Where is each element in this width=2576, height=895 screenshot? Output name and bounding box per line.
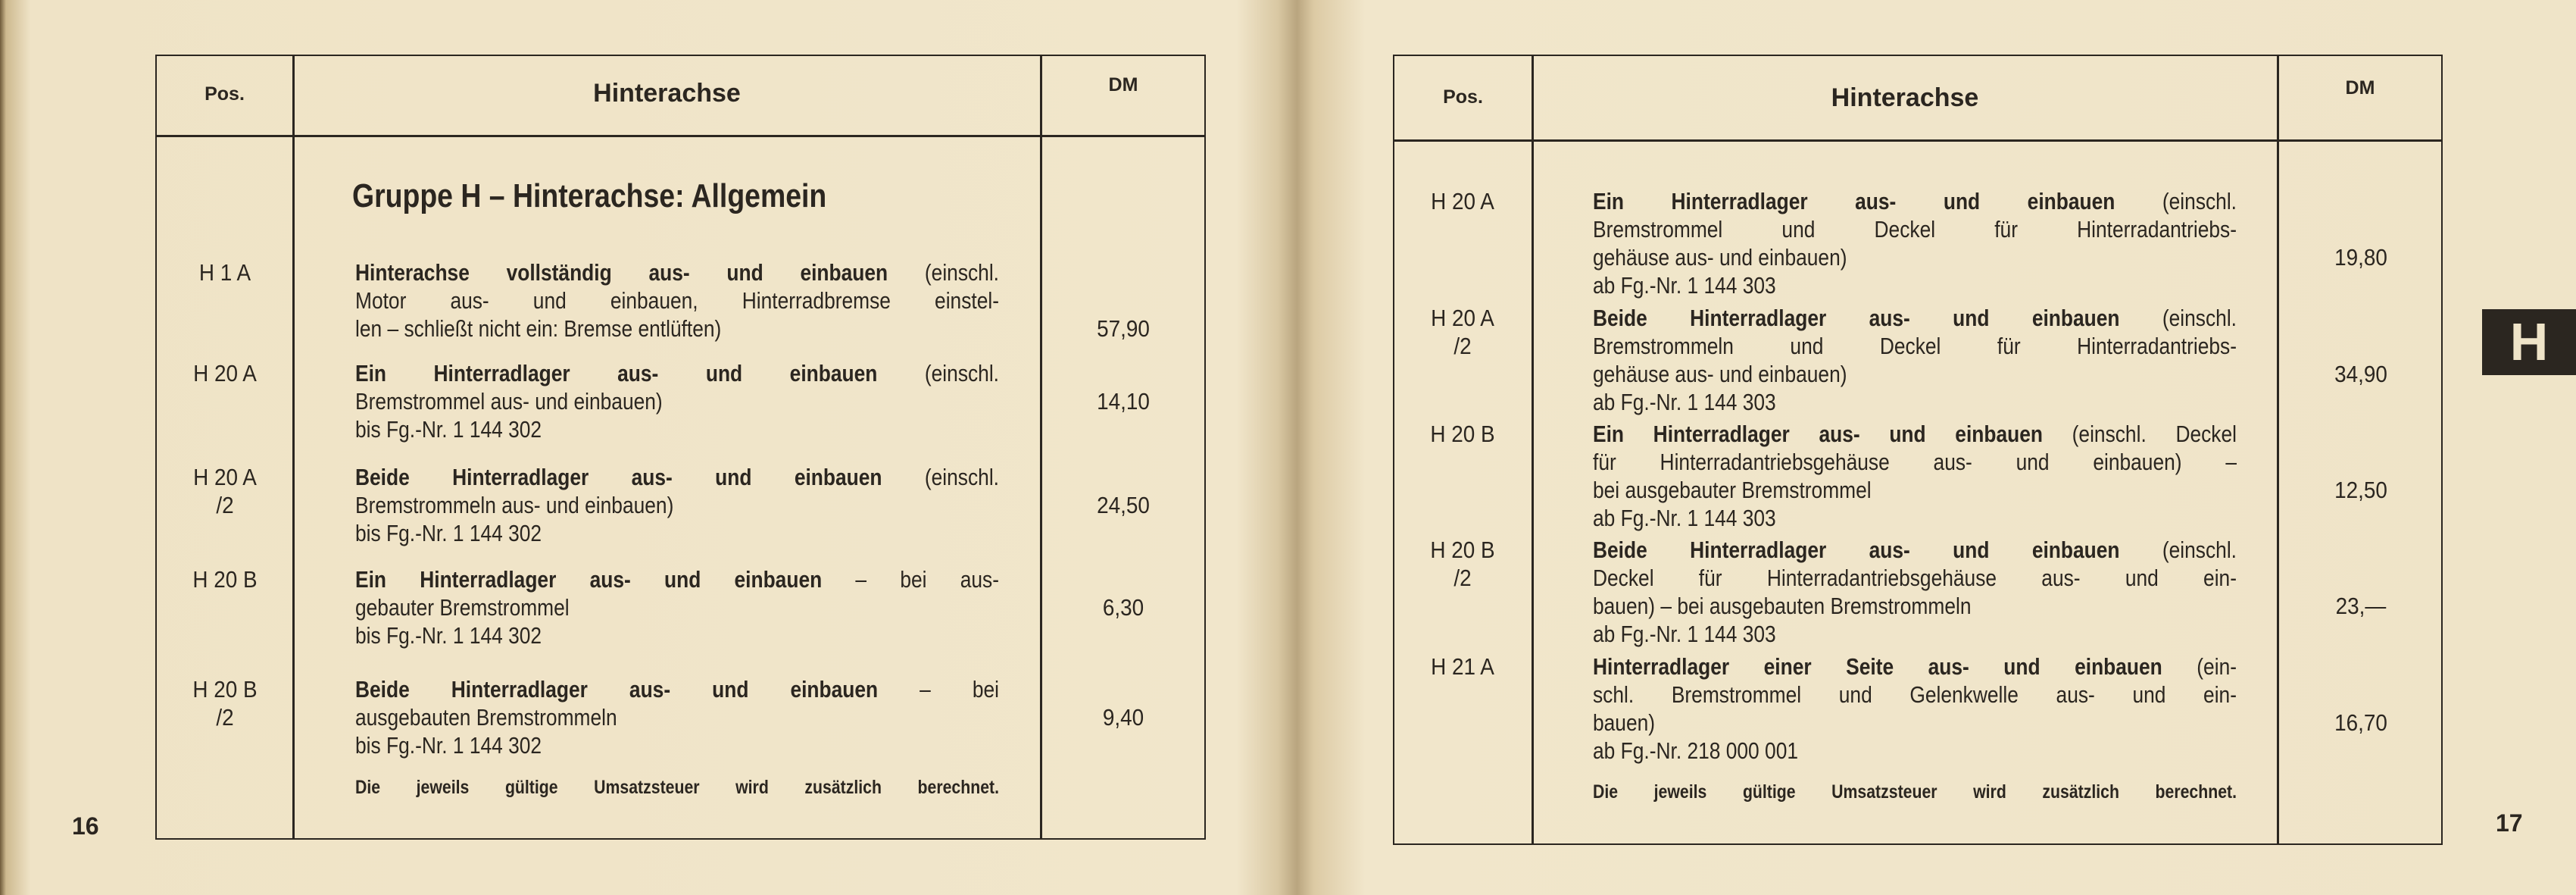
header-divider [1394, 139, 2441, 142]
page-number: 16 [72, 812, 99, 840]
position-code-line: /2 [1453, 565, 1472, 591]
description-text: bis Fg.-Nr. 1 144 302 [355, 416, 542, 443]
description-text: ab Fg.-Nr. 1 144 303 [1593, 505, 1776, 531]
price-dm: 9,40 [1102, 704, 1144, 731]
header-dm: DM [1108, 74, 1138, 95]
price-dm: 23,— [2335, 593, 2387, 619]
vat-note: Die jeweils gültige Umsatzsteuer wird zusätzlich berechnet. [355, 777, 999, 798]
description-text: ab Fg.-Nr. 218 000 001 [1593, 737, 1799, 764]
position-code [1401, 187, 1524, 215]
dot-leader [625, 703, 999, 731]
operation-title: Ein Hinterradlager aus- und einbauen [1593, 188, 2115, 214]
description-line [1593, 420, 2237, 448]
description [355, 675, 999, 759]
description-text: (einschl. [2119, 305, 2237, 331]
description-text: Bremstrommeln und Deckel für Hinterradantriebs- [1593, 333, 2237, 359]
description-line [1593, 271, 2237, 299]
column-divider [292, 56, 295, 838]
description [1593, 536, 2237, 648]
description-text: für Hinterradantriebsgehäuse aus- und einbauen) – [1593, 449, 2237, 475]
position-code [164, 675, 286, 731]
description-text: – bei aus- [822, 566, 999, 593]
description-line [355, 463, 999, 491]
description-text: bis Fg.-Nr. 1 144 302 [355, 732, 542, 759]
description [355, 359, 999, 443]
description [355, 463, 999, 547]
description-line [1593, 564, 2237, 592]
description-text: Bremstrommel und Deckel für Hinterradantriebs- [1593, 216, 2237, 243]
description-line [1593, 536, 2237, 564]
position-code [164, 463, 286, 519]
price-dm: 14,10 [1097, 388, 1150, 415]
dot-leader [1979, 592, 2237, 620]
dot-leader [682, 491, 999, 519]
position-code-line: /2 [1453, 333, 1472, 359]
position-code-line: /2 [216, 704, 234, 731]
operation-title: Hinterradlager einer Seite aus- und einbauen [1593, 653, 2162, 680]
price-dm: 12,50 [2334, 477, 2387, 503]
description [355, 565, 999, 649]
position-code-line: H 1 A [198, 259, 251, 286]
description-line [1593, 243, 2237, 271]
description-line [355, 519, 999, 547]
description-line [1593, 187, 2237, 215]
description-text: bauen) [1593, 709, 1656, 736]
price-dm: 24,50 [1097, 492, 1150, 518]
description-text: ab Fg.-Nr. 1 144 303 [1593, 272, 1776, 299]
description-text: ausgebauten Bremstrommeln [355, 704, 617, 731]
description-text: ab Fg.-Nr. 1 144 303 [1593, 389, 1776, 415]
description-text: (einschl. Deckel [2042, 421, 2237, 447]
description-line [355, 387, 999, 415]
description-text: Bremstrommel aus- und einbauen) [355, 388, 663, 415]
position-code-line: /2 [216, 492, 234, 518]
description [1593, 187, 2237, 299]
description-line [1593, 332, 2237, 360]
description-text: bis Fg.-Nr. 1 144 302 [355, 622, 542, 649]
operation-title: Ein Hinterradlager aus- und einbauen [355, 360, 878, 386]
operation-title: Ein Hinterradlager aus- und einbauen [355, 566, 823, 593]
description-line [1593, 592, 2237, 620]
description-line [355, 703, 999, 731]
description-line [1593, 360, 2237, 388]
operation-title: Beide Hinterradlager aus- und einbauen [1593, 305, 2120, 331]
description-text: schl. Bremstrommel und Gelenkwelle aus- und ein- [1593, 681, 2237, 708]
description-line [1593, 504, 2237, 532]
price-dm: 19,80 [2334, 244, 2387, 271]
group-title: Gruppe H – Hinterachse: Allgemein [352, 177, 827, 214]
operation-title: Beide Hinterradlager aus- und einbauen [355, 464, 882, 490]
description-text: bauen) – bei ausgebauten Bremstrommeln [1593, 593, 1972, 619]
description-line [1593, 448, 2237, 476]
description-line [1593, 476, 2237, 504]
description-text: (einschl. [888, 259, 999, 286]
dot-leader [729, 315, 999, 343]
description-line [1593, 304, 2237, 332]
description-line [355, 731, 999, 759]
position-code [1401, 536, 1524, 592]
position-code [164, 359, 286, 387]
description-line [355, 415, 999, 443]
description-line [355, 593, 999, 621]
column-divider [1532, 56, 1534, 843]
description-text: len – schließt nicht ein: Bremse entlüften) [355, 315, 722, 342]
description-line [355, 491, 999, 519]
position-code [1401, 304, 1524, 360]
operation-title: Ein Hinterradlager aus- und einbauen [1593, 421, 2043, 447]
dot-leader [1855, 360, 2237, 388]
header-title: Hinterachse [593, 79, 741, 108]
dot-leader [1879, 476, 2237, 504]
description-line [1593, 709, 2237, 737]
vat-note: Die jeweils gültige Umsatzsteuer wird zusätzlich berechnet. [1593, 781, 2237, 803]
position-code-line: H 20 B [1430, 421, 1495, 447]
description-line [1593, 652, 2237, 681]
operation-title: Beide Hinterradlager aus- und einbauen [1593, 537, 2120, 563]
dot-leader [670, 387, 999, 415]
position-code-line: H 20 B [192, 566, 258, 593]
description-line [1593, 215, 2237, 243]
header-dm: DM [2345, 77, 2375, 99]
description [1593, 652, 2237, 765]
description-text: bis Fg.-Nr. 1 144 302 [355, 520, 542, 546]
position-code-line: H 20 A [1431, 188, 1494, 214]
position-code-line: H 21 A [1431, 653, 1494, 680]
description-line [355, 675, 999, 703]
description-text: – bei [878, 676, 999, 703]
position-code-line: H 20 A [1431, 305, 1494, 331]
position-code [1401, 652, 1524, 681]
description-text: gehäuse aus- und einbauen) [1593, 244, 1847, 271]
header-title: Hinterachse [1831, 83, 1979, 112]
section-tab: H [2482, 309, 2576, 375]
description-text: bei ausgebauter Bremstrommel [1593, 477, 1872, 503]
price-dm: 57,90 [1097, 315, 1150, 342]
position-code [1401, 420, 1524, 448]
description [1593, 304, 2237, 416]
description-text: (einschl. [877, 360, 999, 386]
description-line [355, 258, 999, 286]
description-line [355, 315, 999, 343]
description-line [1593, 737, 2237, 765]
description-text: Bremstrommeln aus- und einbauen) [355, 492, 674, 518]
header-divider [157, 135, 1204, 137]
description-line [355, 621, 999, 649]
header-pos: Pos. [205, 83, 245, 105]
description-text: (einschl. [2119, 537, 2237, 563]
description-line [1593, 388, 2237, 416]
price-dm: 34,90 [2334, 361, 2387, 387]
position-code [164, 565, 286, 593]
position-code-line: H 20 A [193, 360, 257, 386]
description-line [355, 565, 999, 593]
position-code [164, 258, 286, 286]
dot-leader [1855, 243, 2237, 271]
left-price-table [155, 55, 1206, 840]
column-divider [2277, 56, 2279, 843]
description [355, 258, 999, 343]
position-code-line: H 20 B [1430, 537, 1495, 563]
description-text: ab Fg.-Nr. 1 144 303 [1593, 621, 1776, 647]
column-divider [1040, 56, 1042, 838]
description-line [1593, 620, 2237, 648]
description-line [355, 286, 999, 315]
position-code-line: H 20 A [193, 464, 257, 490]
description-text: (einschl. [882, 464, 999, 490]
description-line [1593, 681, 2237, 709]
description-text: (ein- [2162, 653, 2237, 680]
right-price-table [1393, 55, 2443, 845]
operation-title: Hinterachse vollständig aus- und einbauen [355, 259, 888, 286]
description [1593, 420, 2237, 532]
price-dm: 16,70 [2334, 709, 2387, 736]
page-number: 17 [2496, 809, 2523, 837]
header-pos: Pos. [1443, 86, 1483, 108]
dot-leader [577, 593, 999, 621]
position-code-line: H 20 B [192, 676, 258, 703]
operation-title: Beide Hinterradlager aus- und einbauen [355, 676, 879, 703]
description-text: Motor aus- und einbauen, Hinterradbremse einstel- [355, 287, 999, 314]
price-dm: 6,30 [1102, 594, 1144, 621]
description-line [355, 359, 999, 387]
description-text: gehäuse aus- und einbauen) [1593, 361, 1847, 387]
description-text: gebauter Bremstrommel [355, 594, 570, 621]
description-text: Deckel für Hinterradantriebsgehäuse aus- und ein- [1593, 565, 2237, 591]
dot-leader [1663, 709, 2237, 737]
description-text: (einschl. [2115, 188, 2237, 214]
